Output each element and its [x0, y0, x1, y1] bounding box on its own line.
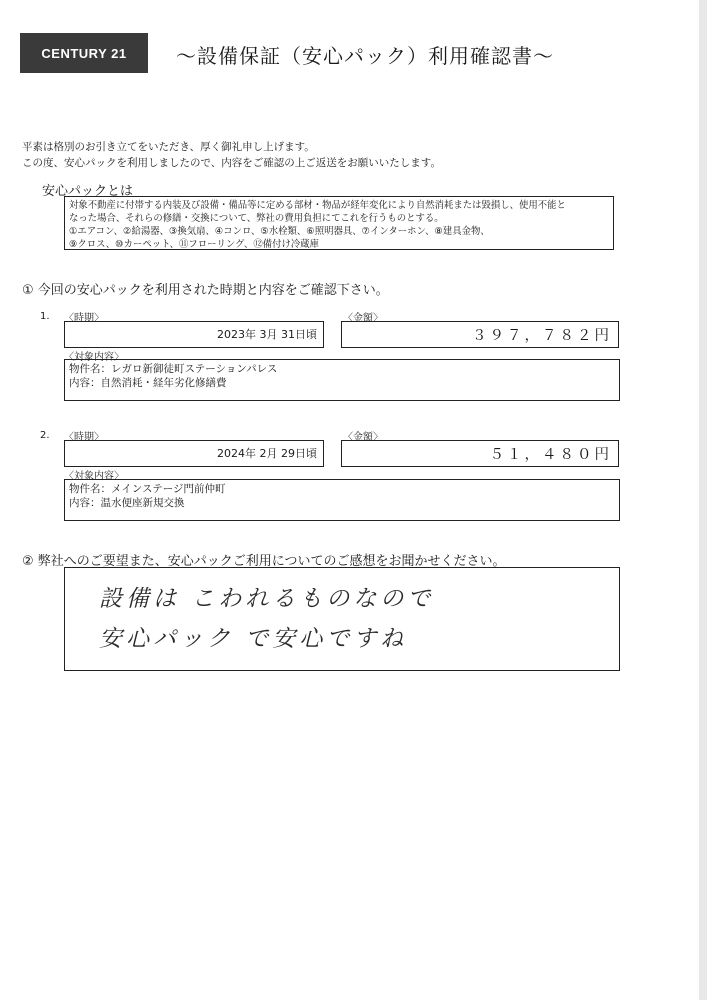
logo-text: CENTURY 21 [41, 45, 127, 61]
handwritten-comment-line-2: 安心パック で安心ですね [99, 626, 408, 652]
comment-box [64, 567, 620, 671]
anshin-pack-description [64, 196, 614, 250]
handwritten-comment-line-1: 設備は こわれるものなので [99, 586, 435, 612]
amount-label: 〈金額〉 [343, 313, 383, 324]
document-title: ～設備保証（安心パック）利用確認書～ [176, 44, 554, 68]
period-label: 〈時期〉 [64, 432, 104, 443]
content-detail: 内容：温水便座新規交換 [69, 497, 185, 509]
anshin-pack-heading: 安心パックとは [42, 184, 134, 199]
scan-edge [699, 0, 707, 1000]
period-label: 〈時期〉 [64, 313, 104, 324]
greeting-line-1: 平素は格別のお引き立てをいただき、厚く御礼申し上げます。 [22, 141, 315, 153]
target-content-box [64, 359, 620, 401]
target-label: 〈対象内容〉 [64, 471, 124, 482]
entry-number: 2. [40, 430, 50, 441]
target-label: 〈対象内容〉 [64, 352, 124, 363]
section1-question: ① 今回の安心パックを利用された時期と内容をご確認下さい。 [22, 283, 389, 298]
property-name: 物件名：メインステージ門前仲町 [69, 483, 226, 495]
greeting-line-2: この度、安心パックを利用しましたので、内容をご確認の上ご返送をお願いいたします。 [22, 157, 441, 169]
target-content-box [64, 479, 620, 521]
description-line: 対象不動産に付帯する内装及び設備・備品等に定める部材・物品が経年変化により自然消耗または毀損し、使用不能と [69, 200, 566, 211]
century21-logo [20, 33, 148, 73]
description-line: なった場合、それらの修繕・交換について、弊社の費用負担にてこれを行うものとする。 [69, 213, 444, 224]
content-detail: 内容：自然消耗・経年劣化修繕費 [69, 377, 227, 389]
description-line: ⑨クロス、⑩カーペット、⑪フローリング、⑫備付け冷蔵庫 [69, 239, 320, 250]
entry-number: 1. [40, 311, 50, 322]
amount-field: ５１，４８０円 [341, 440, 619, 467]
property-name: 物件名：レガロ新御徒町ステーションパレス [69, 363, 278, 375]
period-field: 2023年 3月 31日頃 [64, 321, 324, 348]
description-line: ①エアコン、②給湯器、③換気扇、④コンロ、⑤水栓類、⑥照明器具、⑦インターホン、⑧建具金物、 [69, 226, 490, 237]
section2-question: ② 弊社へのご要望また、安心パックご利用についてのご感想をお聞かせください。 [22, 554, 506, 569]
amount-field: ３９７，７８２円 [341, 321, 619, 348]
amount-label: 〈金額〉 [343, 432, 383, 443]
period-field: 2024年 2月 29日頃 [64, 440, 324, 467]
